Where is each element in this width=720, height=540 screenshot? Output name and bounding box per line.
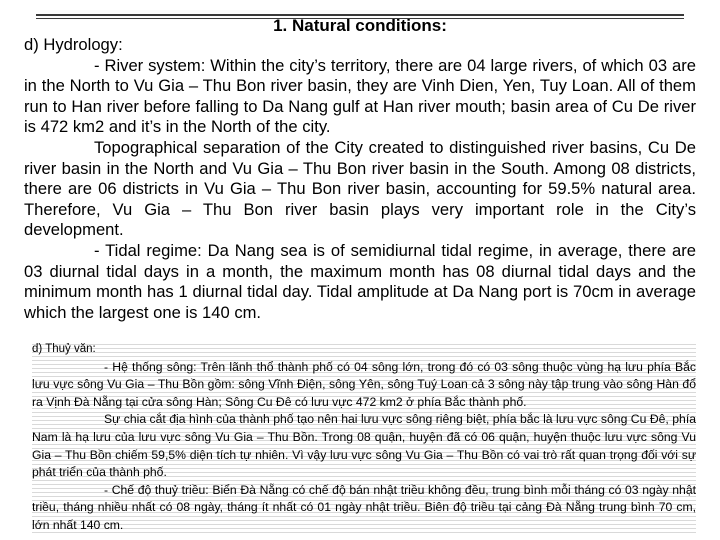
- vietnamese-paragraph-river-system: - Hệ thống sông: Trên lãnh thổ thành phố có 04 sông lớn, trong đó có 03 sông thuộc vùng hạ lưu phía Bắc lưu vực sông Vu Gia – Thu Bồn gồm: sông Vĩnh Điện, sông Yên, sông Tuý Loan cả 3 sông này tập trung vào sông Hàn đổ ra Vịnh Đà Nẵng tại cửa sông Hàn; Sông Cu Đê có lưu vực 472 km2 ở phía Bắc thành phố.: [32, 359, 696, 409]
- vietnamese-heading: d) Thuỷ văn:: [32, 343, 96, 355]
- page-title: 1. Natural conditions:: [273, 16, 447, 35]
- vietnamese-paragraph-topography: Sự chia cắt địa hình của thành phố tạo nên hai lưu vực sông riêng biệt, phía bắc là lưu vực sông Cu Đê, phía Nam là hạ lưu của lưu vực sông Vu Gia – Thu Bồn. Trong 08 quận, huyện đã có 06 quận, huyện thuộc lưu vực sông Vu Gia – Thu Bồn chiếm 59,5% diện tích tự nhiên. Vì vậy lưu vực sông Vu Gia – Thu Bồn có vai trò rất quan trọng đối với sự phát triển của thành phố.: [32, 412, 696, 480]
- english-paragraph-topography: Topographical separation of the City created to distinguished river basins, Cu De river basin in the North and Vu Gia – Thu Bon river basin in the South. Among 08 districts, there are 06 districts in Vu Gia – Thu Bon river basin, accounting for 59.5% natural area. Therefore, Vu Gia – Thu Bon river basin plays very important role in the City’s development.: [24, 137, 696, 240]
- english-heading: d) Hydrology:: [24, 35, 123, 54]
- english-paragraph-river-system: - River system: Within the city’s territory, there are 04 large rivers, of which 03 are in the North to Vu Gia – Thu Bon river basin, they are Vinh Dien, Yen, Tuy Loan. All of them run to Han river before falling to Da Nang gulf at Han river mouth; basin area of Cu De river is 472 km2 and it’s in the North of the city.: [24, 55, 696, 137]
- vietnamese-section: [32, 341, 696, 535]
- english-section: [24, 35, 696, 323]
- english-paragraph-tidal-regime: - Tidal regime: Da Nang sea is of semidiurnal tidal regime, in average, there are 03 diurnal tidal days in a month, the maximum month has 08 diurnal tidal days and the minimum month has 1 diurnal tidal day. Tidal amplitude at Da Nang port is 70cm in average which the largest one is 140 cm.: [24, 240, 696, 322]
- vietnamese-paragraph-tidal-regime: - Chế độ thuỷ triều: Biển Đà Nẵng có chế độ bán nhật triều không đều, trung bình mỗi tháng có 03 ngày nhật triều, tháng nhiều nhất có 08 ngày, tháng ít nhất có 01 ngày nhật triều. Biên độ triều tại cảng Đà Nẵng trung bình 70 cm, lớn nhất 140 cm.: [32, 482, 696, 532]
